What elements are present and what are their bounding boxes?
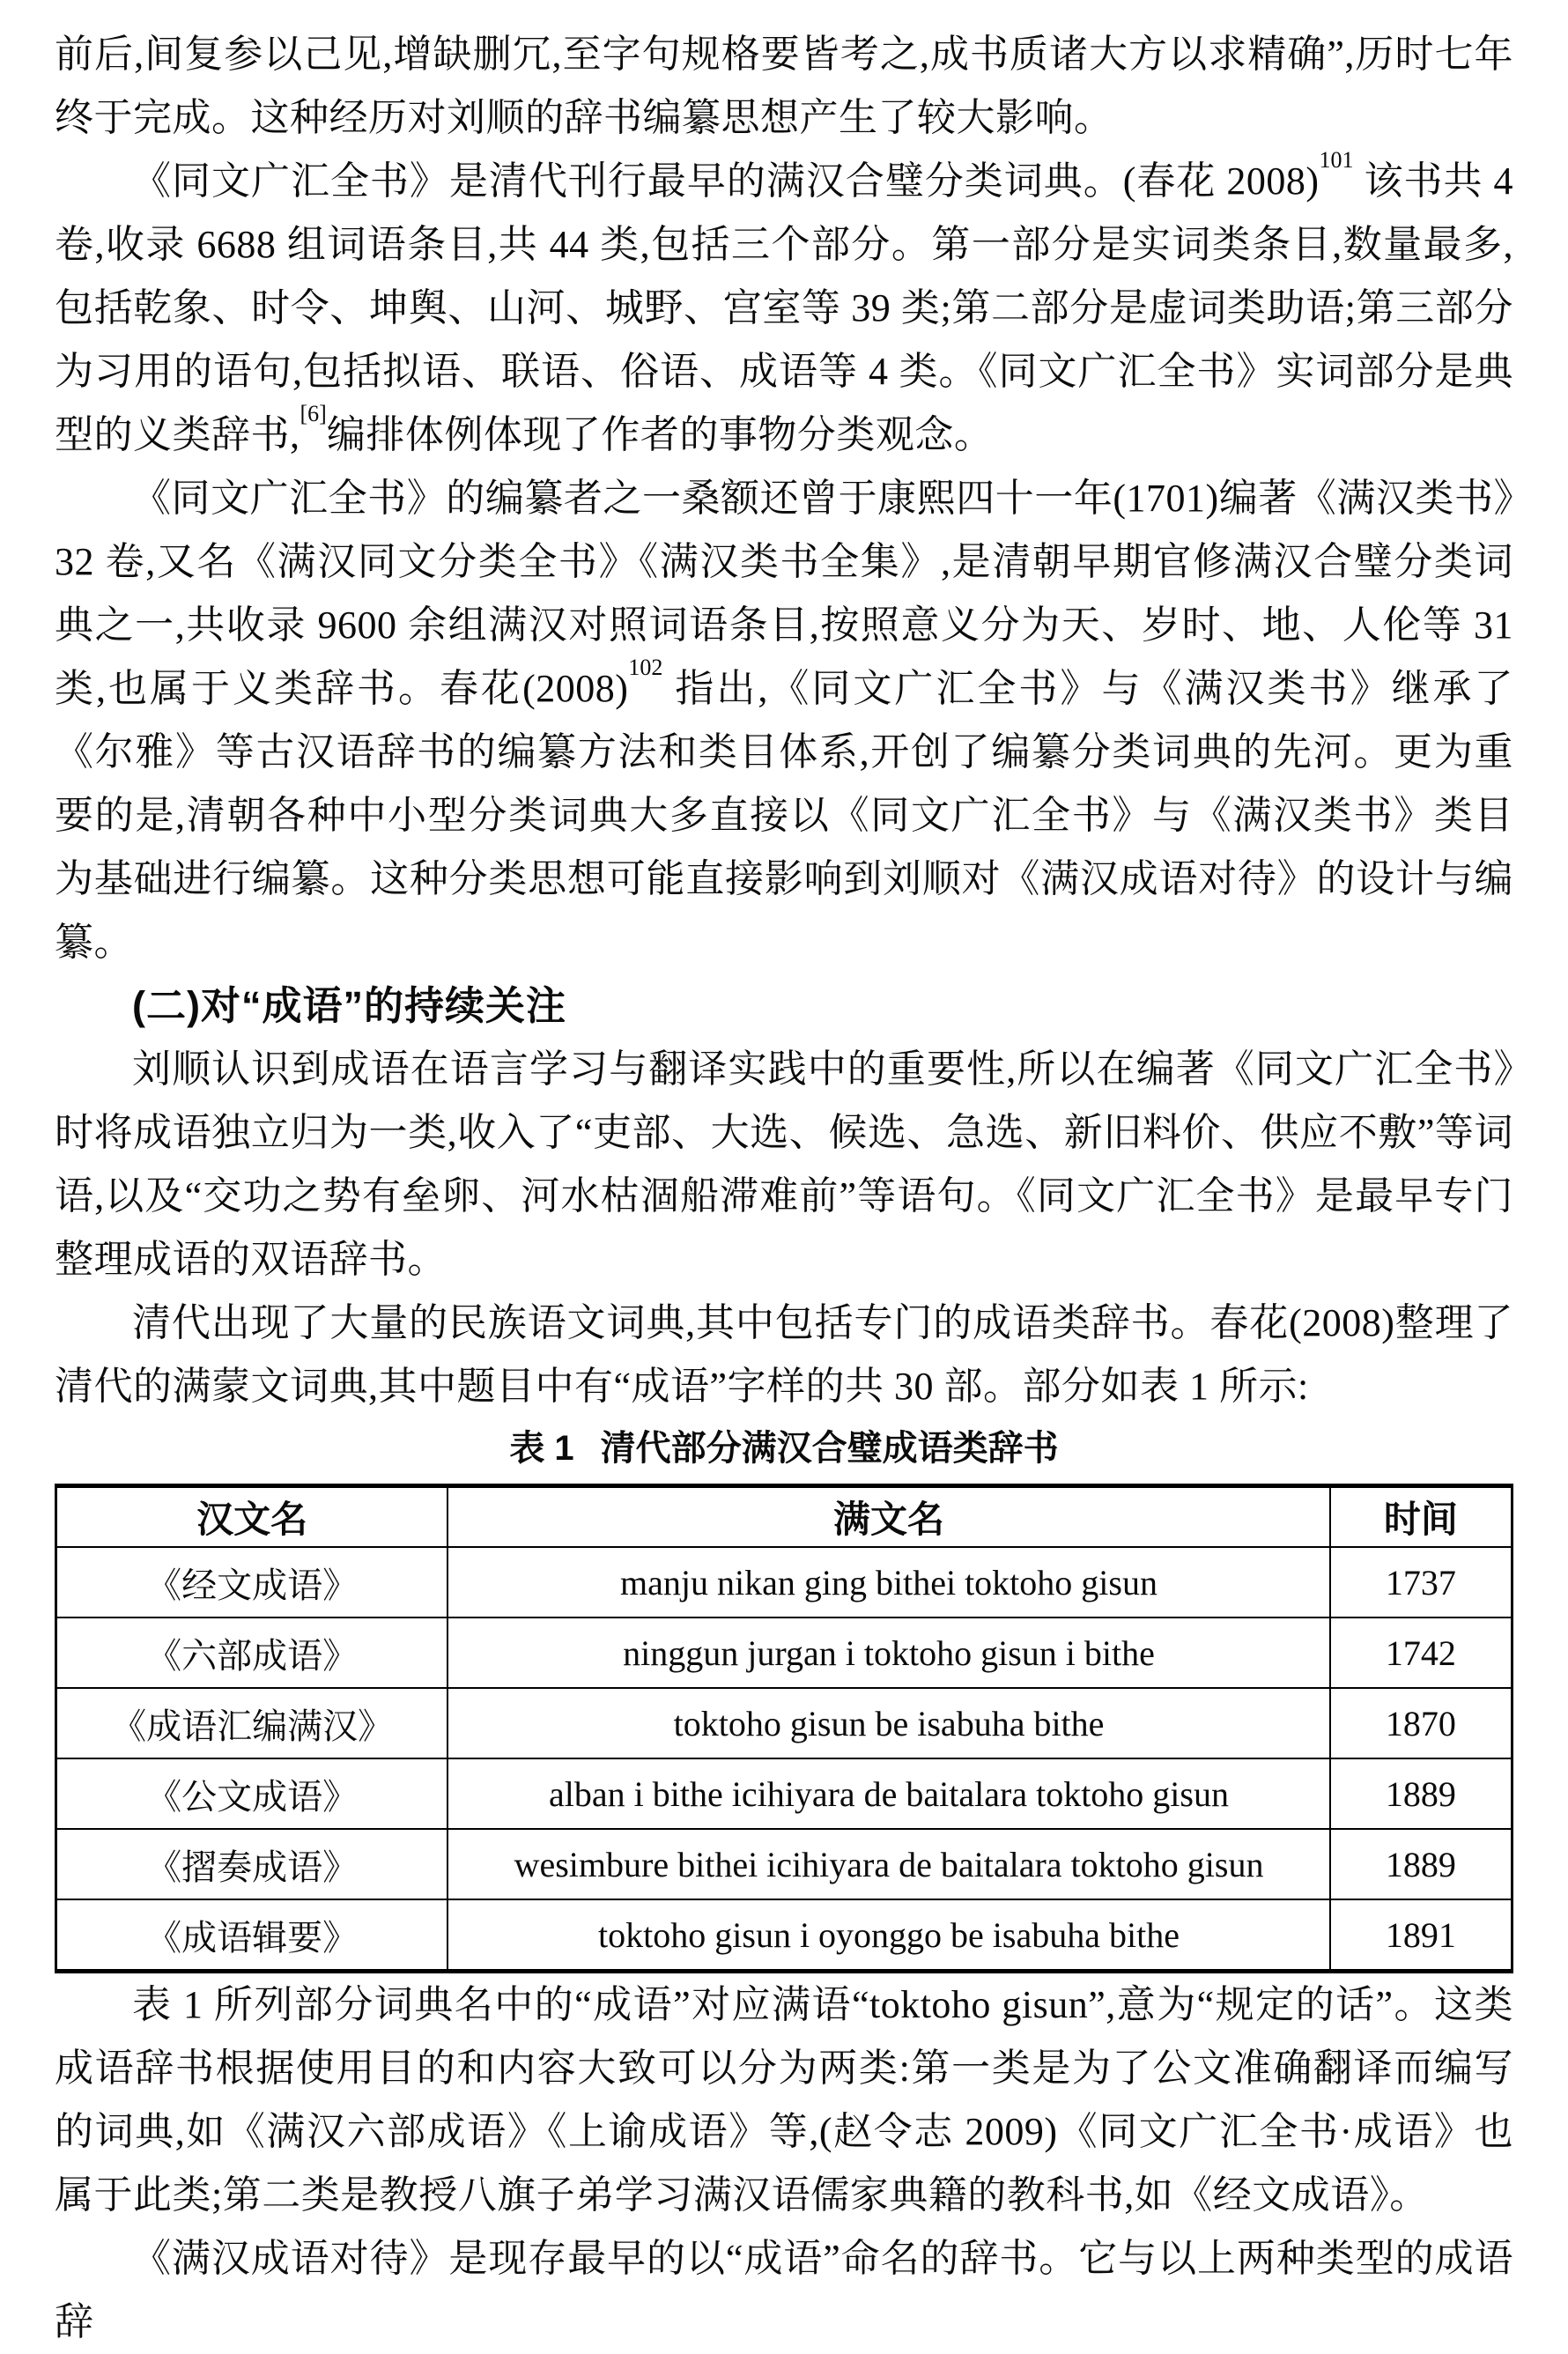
column-header-year: 时间: [1330, 1486, 1513, 1548]
chinese-name-cell: 《摺奏成语》: [56, 1829, 448, 1899]
paragraph: 刘顺认识到成语在语言学习与翻译实践中的重要性,所以在编著《同文广汇全书》时将成语独立归为一类,收入了“吏部、大选、候选、急选、新旧料价、供应不敷”等词语,以及“交功之势有垒卵、河水枯涸船滞难前”等语句。《同文广汇全书》是最早专门整理成语的双语辞书。: [55, 1047, 1513, 1281]
manchu-name-cell: manju nikan ging bithei toktoho gisun: [447, 1547, 1330, 1617]
paragraph: 表 1 所列部分词典名中的“成语”对应满语“toktoho gisun”,意为“规定的话”。这类成语辞书根据使用目的和内容大致可以分为两类:第一类是为了公文准确翻译而编写的词典,如《满汉六部成语》《上谕成语》等,(赵令志 2009)《同文广汇全书·成语》也属于此类;第二类是教授八旗子弟学习满汉语儒家典籍的教科书,如《经文成语》。: [55, 1983, 1513, 2217]
footnote-ref: [6]: [300, 401, 327, 427]
table-caption: [55, 1425, 1513, 1471]
paragraph: 前后,间复参以己见,增缺删冗,至字句规格要皆考之,成书质诸大方以求精确”,历时七年终于完成。这种经历对刘顺的辞书编纂思想产生了较大影响。: [55, 33, 1513, 139]
dictionary-table: [55, 1484, 1513, 1973]
table-caption-label: 表 1: [509, 1429, 574, 1468]
table-header-row: [56, 1486, 1513, 1548]
year-cell: 1889: [1330, 1758, 1513, 1829]
manchu-name-cell: alban i bithe icihiyara de baitalara toktoho gisun: [447, 1758, 1330, 1829]
manchu-name-cell: toktoho gisun be isabuha bithe: [447, 1688, 1330, 1758]
chinese-name-cell: 《经文成语》: [56, 1547, 448, 1617]
year-cell: 1889: [1330, 1829, 1513, 1899]
chinese-name-cell: 《成语汇编满汉》: [56, 1688, 448, 1758]
chinese-name-cell: 《六部成语》: [56, 1617, 448, 1688]
column-header-chinese-name: 汉文名: [56, 1486, 448, 1548]
paragraph: 清代出现了大量的民族语文词典,其中包括专门的成语类辞书。春花(2008)整理了清代的满蒙文词典,其中题目中有“成语”字样的共 30 部。部分如表 1 所示:: [55, 1301, 1513, 1408]
table-row: [56, 1617, 1513, 1688]
paragraph: 《同文广汇全书》是清代刊行最早的满汉合璧分类词典。(春花 2008)$^{101}$ 该书共 4 卷,收录 6688 组词语条目,共 44 类,包括三个部分。第一部分是实词类条目,数量最多,包括乾象、时令、坤舆、山河、城野、宫室等 39 类;第二部分是虚词类助语;第三部分为习用的语句,包括拟语、联语、俗语、成语等 4 类。《同文广汇全书》实词部分是典型的义类辞书,[6]编排体例体现了作者的事物分类观念。: [55, 147, 1514, 456]
paragraph: 《同文广汇全书》的编纂者之一桑额还曾于康熙四十一年(1701)编著《满汉类书》32 卷,又名《满汉同文分类全书》《满汉类书全集》,是清朝早期官修满汉合璧分类词典之一,共收录 9600 余组满汉对照词语条目,按照意义分为天、岁时、地、人伦等 31 类,也属于义类辞书。春花(2008)$^{102}$ 指出,《同文广汇全书》与《满汉类书》继承了《尔雅》等古汉语辞书的编纂方法和类目体系,开创了编纂分类词典的先河。更为重要的是,清朝各种中小型分类词典大多直接以《同文广汇全书》与《满汉类书》类目为基础进行编纂。这种分类思想可能直接影响到刘顺对《满汉成语对待》的设计与编纂。: [55, 477, 1513, 964]
footnote-ref: 101: [1319, 147, 1354, 174]
chinese-name-cell: 《成语辑要》: [56, 1899, 448, 1972]
chinese-name-cell: 《公文成语》: [56, 1758, 448, 1829]
manchu-name-cell: ninggun jurgan i toktoho gisun i bithe: [447, 1617, 1330, 1688]
table-row: [56, 1758, 1513, 1829]
column-header-manchu-name: 满文名: [447, 1486, 1330, 1548]
table-row: [56, 1688, 1513, 1758]
manchu-name-cell: wesimbure bithei icihiyara de baitalara toktoho gisun: [447, 1829, 1330, 1899]
year-cell: 1742: [1330, 1617, 1513, 1688]
table-row: [56, 1829, 1513, 1899]
footnote-ref: 102: [628, 655, 663, 681]
table-row: [56, 1899, 1513, 1972]
year-cell: 1891: [1330, 1899, 1513, 1972]
table-row: [56, 1547, 1513, 1617]
year-cell: 1870: [1330, 1688, 1513, 1758]
table-caption-title: 清代部分满汉合璧成语类辞书: [600, 1429, 1059, 1468]
manchu-name-cell: toktoho gisun i oyonggo be isabuha bithe: [447, 1899, 1330, 1972]
section-heading: (二)对“成语”的持续关注: [132, 983, 566, 1028]
year-cell: 1737: [1330, 1547, 1513, 1617]
paragraph: 《满汉成语对待》是现存最早的以“成语”命名的辞书。它与以上两种类型的成语辞: [55, 2237, 1513, 2343]
